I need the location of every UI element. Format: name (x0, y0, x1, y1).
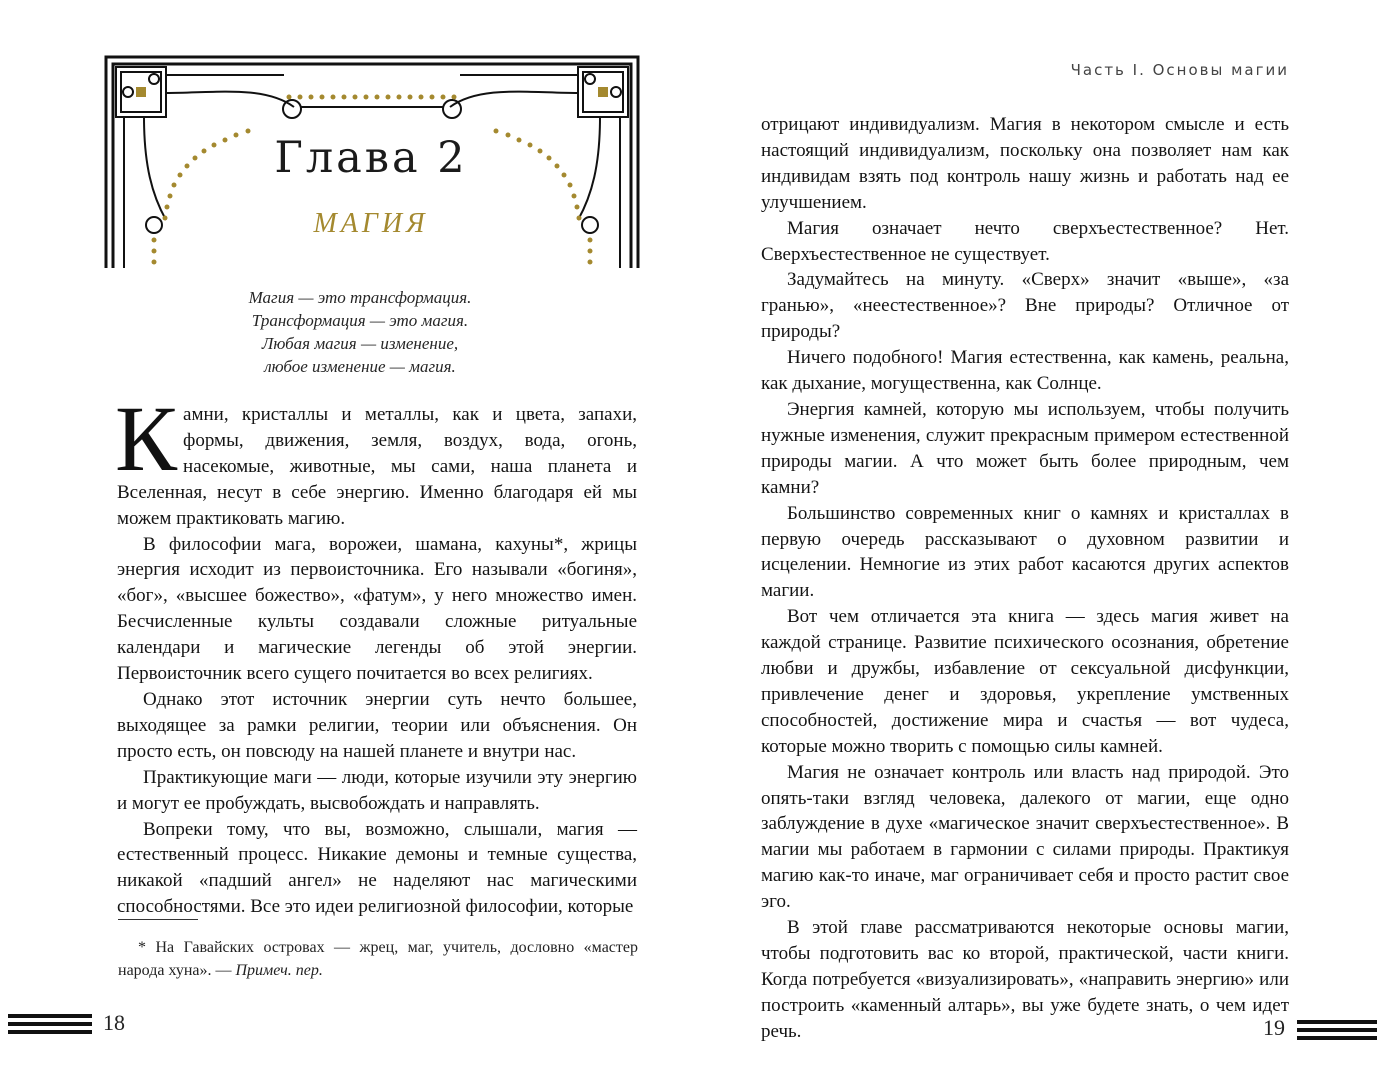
footnote (118, 936, 638, 982)
paragraph: Энергия камней, которую мы используем, чтобы получить нужные изменения, служит прекрасным примером естественной природы магии. А что может быть более природным, чем камни? (761, 398, 1289, 498)
page-bar-bottom (8, 1030, 92, 1034)
chapter-title: магия (313, 196, 429, 241)
paragraph: Однако этот источник энергии суть нечто большее, выходящее за рамки религии, теории или объяснения. Он просто есть, он повсюду на нашей планете и внутри нас. (117, 688, 637, 762)
epigraph (150, 286, 570, 378)
epigraph-line: Трансформация — это магия. (251, 311, 469, 330)
footnote-text: * На Гавайских островах — жрец, маг, учитель, дословно «мастер народа хуна». — (118, 939, 638, 979)
paragraph: Ничего подобного! Магия естественна, как камень, реальна, как дыхание, могущественна, как Солнце. (761, 347, 1289, 395)
page-bar-bottom (1297, 1036, 1377, 1040)
paragraph: В этой главе рассматриваются некоторые основы магии, чтобы подготовить вас ко второй, практической, части книги. Когда потребуется «визуализировать», «направить энергию» или построить «каменный алтарь», вы уже будете знать, о чем идет речь. (761, 917, 1289, 1042)
paragraph (115, 388, 637, 532)
footnote-note: Примеч. пер. (235, 962, 323, 979)
epigraph-line: Любая магия — изменение, (261, 334, 459, 353)
paragraph: Большинство современных книг о камнях и кристаллах в первую очередь рассказывают о духовном развитии и исцелении. Немногие из этих работ касаются других аспектов магии. (761, 502, 1289, 602)
drop-cap: К (115, 388, 178, 491)
paragraph: Вот чем отличается эта книга — здесь магия живет на каждой странице. Развитие психического осознания, обретение любви и дружбы, избавление от сексуальной дисфункции, привлечение денег и здоровья, укрепление умственных способностей, достижение мира и счастья — вот чудеса, которые можно творить с помощью силы камней. (761, 606, 1289, 757)
page-number: 19 (1263, 1015, 1285, 1040)
paragraph: отрицают индивидуализм. Магия в некотором смысле и есть настоящий индивидуализм, поскольку она позволяет нам как индивидам взять под контроль нашу жизнь и работать над ее улучшением. (761, 114, 1289, 213)
running-head: Часть I. Основы магии (1070, 61, 1289, 79)
page-number: 18 (103, 1010, 125, 1035)
paragraph: Магия означает нечто сверхъестественное? Нет. Сверхъестественное не существует. (761, 217, 1289, 265)
paragraph: Вопреки тому, что вы, возможно, слышали, магия — естественный процесс. Никакие демоны и темные существа, никакой «падший ангел» не наделяют нас магическими способностями. Все это идеи религиозной философии, которые (117, 818, 637, 918)
chapter-label: Глава 2 (274, 133, 468, 183)
page-bar-top (1297, 1020, 1377, 1024)
right-body-text (761, 112, 1289, 1045)
paragraph-text: амни, кристаллы и металлы, как и цвета, запахи, формы, движения, земля, воздух, вода, огонь, насекомые, животные, мы сами, наша планета и Вселенная, несут в себе энергию. Именно благодаря ей мы можем практиковать магию. (117, 404, 637, 529)
paragraph: Магия не означает контроль или власть над природой. Это опять-таки взгляд человека, далекого от магии, еще одно заблуждение в духе «магическое значит сверхъестественное». В магии мы работаем в гармонии с силами природы. Практикуя магию как-то иначе, маг ограничивает себя и просто растит свое эго. (761, 761, 1289, 913)
page-bar-middle (1297, 1028, 1377, 1032)
paragraph: Практикующие маги — люди, которые изучили эту энергию и могут ее пробуждать, высвобождать и направлять. (117, 766, 637, 814)
left-body-text (115, 388, 637, 920)
paragraph: В философии мага, ворожеи, шамана, кахуны*, жрицы энергия исходит из первоисточника. Его называли «богиня», «бог», «высшее божество», «фатум», у него множество имен. Бесчисленные культы создавали сложные ритуальные календари и магические легенды об этой энергии. Первоисточник всего сущего почитается во всех религиях. (117, 533, 637, 685)
page-bar-top (8, 1014, 92, 1018)
page-bar-middle (8, 1022, 92, 1026)
right-page (693, 0, 1386, 1080)
paragraph: Задумайтесь на минуту. «Сверх» значит «выше», «за гранью», «неестественное»? Вне природы? Отличное от природы? (761, 269, 1289, 343)
epigraph-line: любое изменение — магия. (264, 357, 456, 376)
epigraph-line: Магия — это трансформация. (248, 288, 472, 307)
footnote-divider (118, 919, 198, 920)
